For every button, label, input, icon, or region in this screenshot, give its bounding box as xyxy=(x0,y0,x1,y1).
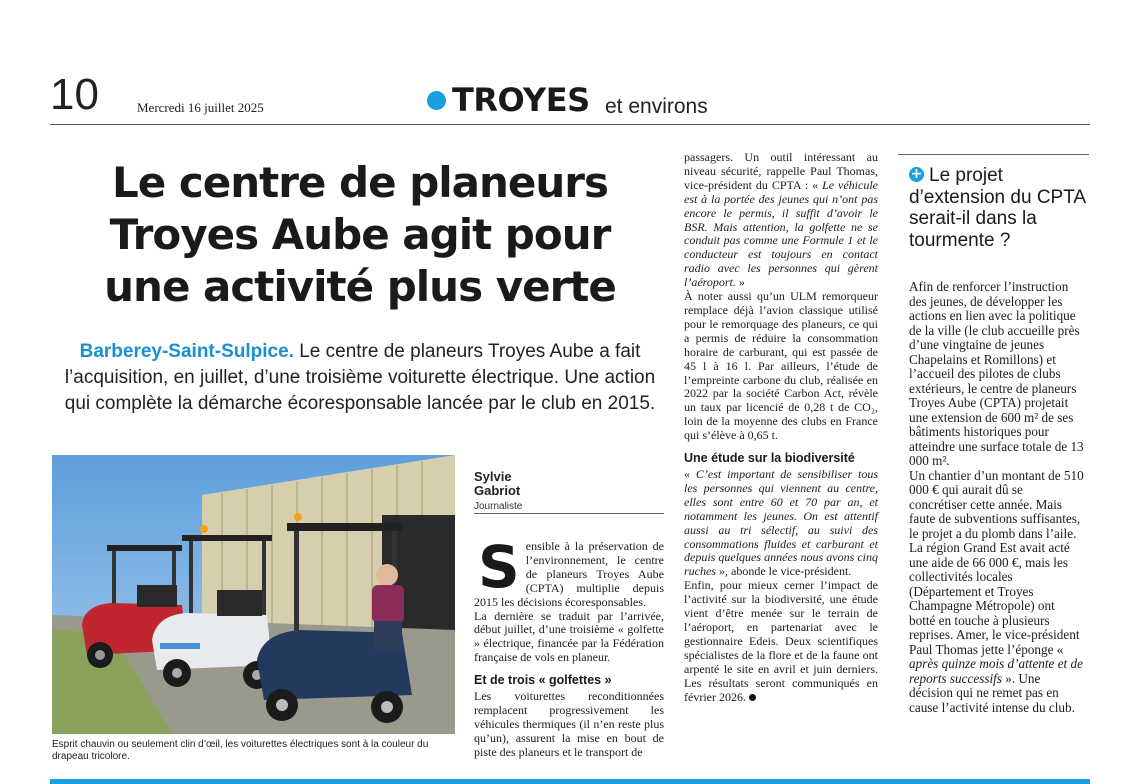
paragraph: ensible à la préservation de l’environnement, le centre de planeurs Troyes Aube (CPTA) multiplie depuis 2015 les décisions écoresponsables. xyxy=(474,539,664,609)
page-number: 10 xyxy=(50,70,99,119)
issue-date: Mercredi 16 juillet 2025 xyxy=(137,100,264,115)
paragraph: La dernière se traduit par l’arrivée, début juillet, d’une troisième « golfette » électrique, financée par la Fédération française de vols en planeur. xyxy=(474,608,664,665)
drop-cap: S xyxy=(478,533,520,601)
subheading: Une étude sur la biodiversité xyxy=(684,451,855,466)
sidebar-title: Le projet d’extension du CPTA serait-il dans la tourmente ? xyxy=(909,165,1086,251)
article-headline xyxy=(60,157,660,313)
author-name xyxy=(474,470,520,498)
quote: après quinze mois d’attente et de reports successifs xyxy=(909,656,1083,686)
lead-location: Barberey-Saint-Sulpice. xyxy=(79,341,294,362)
paragraph: À noter aussi qu’un ULM remorqueur remplace déjà l’avion classique utilisé pour le remorquage des planeurs, ce qui a permis de réduire la consommation horaire de carburant, qui est passée de 45 l à 16 l. Par ailleurs, l’étude de l’empreinte carbone du club, réalisée en 2022 par la société Carbon Act, révèle un taux par licencié de 0,28 t de CO₂, loin de la moyenne des clubs en France qui s’élève à 0,65 t. xyxy=(684,289,878,443)
author-role: Journaliste xyxy=(474,501,523,512)
author-first-name: Sylvie xyxy=(474,469,512,484)
plus-icon: + xyxy=(910,166,923,182)
paragraph xyxy=(684,151,878,290)
headline-line: Le centre de planeurs xyxy=(111,158,609,207)
end-mark-icon xyxy=(749,694,756,701)
text: ». Une décision qui ne remet pas en cause l’activité intense du club. xyxy=(909,670,1075,715)
headline-line: une activité plus verte xyxy=(104,262,616,311)
paragraph xyxy=(909,469,1084,716)
section-title: TROYES xyxy=(452,81,590,119)
text: » xyxy=(735,275,745,290)
subheading: Et de trois « golfettes » xyxy=(474,673,612,688)
article-lead xyxy=(60,339,660,417)
section-subtitle: et environs xyxy=(605,95,708,118)
paragraph: Afin de renforcer l’instruction des jeunes, de développer les actions en lien avec la politique de la ville (le club accueille près d’une vingtaine de jeunes Chapelains et Romillons) et l’accueil des pilotes de clubs extérieurs, le centre de planeurs Troyes Aube (CPTA) projetait une extension de 600 m² de ses bâtiments historiques pour atteindre une surface totale de 13 000 m². xyxy=(909,279,1084,468)
headline-line: Troyes Aube agit pour xyxy=(109,210,611,259)
article-photo xyxy=(52,455,455,734)
section-bullet-icon xyxy=(427,91,446,110)
author-rule xyxy=(474,513,664,514)
paragraph xyxy=(684,579,878,704)
paragraph xyxy=(684,468,878,579)
article-column-1 xyxy=(474,533,664,760)
quote: C’est important de sensibiliser tous les personnes qui viennent au centre, elles sont entre 60 et 70 par an, et notamment les jeunes. On est attentif aussi au tri sélectif, au suivi des consommations fluides et carburant et depuis quelques années nous avons cinq ruches xyxy=(684,467,879,579)
text: passagers. Un outil intéressant au niveau sécurité, rappelle Paul Thomas, vice-président du CPTA : « xyxy=(684,150,878,192)
author-last-name: Gabriot xyxy=(474,483,521,498)
article-column-2 xyxy=(684,151,878,704)
sidebar-rule xyxy=(898,154,1089,155)
golf-carts-photo xyxy=(52,455,455,734)
sidebar-body xyxy=(909,280,1084,715)
text: », abonde le vice-président. xyxy=(716,564,852,579)
text: Un chantier d’un montant de 510 000 € qui aurait dû se concrétiser cette année. Mais faute de subventions suffisantes, le projet a du plomb dans l’aile. La région Grand Est avait acté une aide de 66 000 €, mais les collectivités locales (Département et Troyes Champagne Métropole) ont botté en touche à plusieurs reprises. Amer, le vice-président Paul Thomas jette l’éponge « xyxy=(909,467,1084,657)
header-rule xyxy=(50,124,1090,125)
quote: Le véhicule est à la portée des jeunes qui n’ont pas encore le permis, il suffit d’avoir le BSR. Mais attention, la golfette ne se conduit pas comme une Formule 1 et le conducteur est toujours en contact radio avec les personnes qui gèrent l’aéroport. xyxy=(684,177,878,290)
lead-text: Le centre de planeurs Troyes Aube a fait l’acquisition, en juillet, d’une troisième voiturette électrique. Une action qui complète la démarche écoresponsable lancée par le club en 2015. xyxy=(64,341,656,414)
footer-bar xyxy=(50,779,1090,784)
text: Enfin, pour mieux cerner l’impact de l’activité sur la biodiversité, une étude vient d’être menée sur le terrain de l’aéroport, en partenariat avec le gestionnaire Edeis. Deux scientifiques spécialistes de la flore et de la faune ont arpenté le site en avril et juin derniers. Les résultats seront communiqués en février 2026. xyxy=(684,578,878,704)
text: « xyxy=(684,467,696,482)
paragraph: Les voiturettes reconditionnées remplacent progressivement les véhicules thermiques (il n’en reste plus qu’un), assurent la mise en bout de piste des planeurs et le transport de xyxy=(474,689,664,759)
photo-caption: Esprit chauvin ou seulement clin d’œil, les voiturettes électriques sont à la couleur du drapeau tricolore. xyxy=(52,739,429,762)
